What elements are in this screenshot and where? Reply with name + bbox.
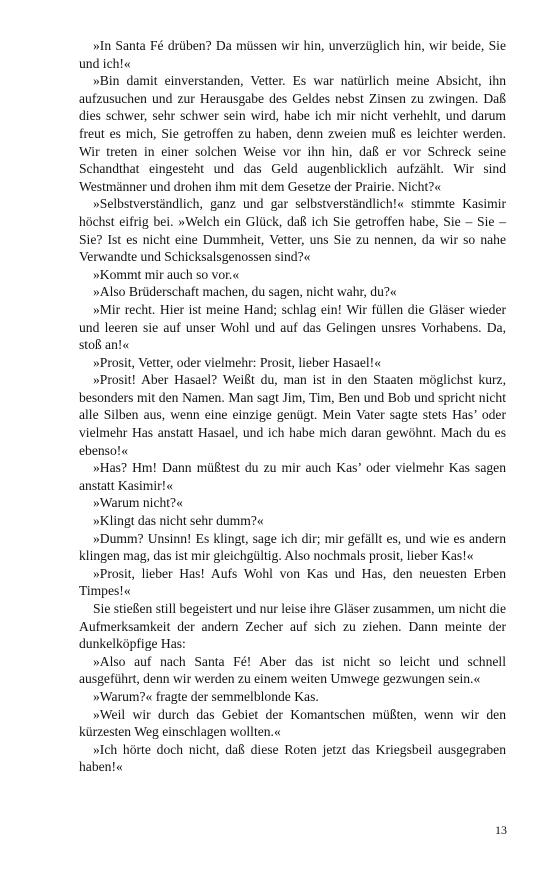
paragraph: »Also auf nach Santa Fé! Aber das ist nicht so leicht und schnell ausgeführt, denn wir werden zu einem weiten Umwege gezwungen sein.« <box>79 653 506 687</box>
paragraph: »Warum nicht?« <box>93 495 183 511</box>
paragraph: »Prosit, lieber Has! Aufs Wohl von Kas und Has, den neuesten Erben Timpes!« <box>79 565 506 599</box>
paragraph: »Prosit, Vetter, oder vielmehr: Prosit, lieber Hasael!« <box>93 354 382 370</box>
page-number: 13 <box>495 823 507 837</box>
paragraph: »In Santa Fé drüben? Da müssen wir hin, unverzüglich hin, wir beide, Sie und ich!« <box>79 38 506 71</box>
paragraph: »Kommt mir auch so vor.« <box>93 266 240 282</box>
paragraph: »Prosit! Aber Hasael? Weißt du, man ist in den Staaten möglichst kurz, besonders mit den Namen. Man sagt Jim, Tim, Ben und Bob und spricht nicht alle Silben aus, wenn eine einzige genügt. Mein Vater sagte stets Has’ oder vielmehr Has anstatt Hasael, und ich habe mich daran gewöhnt. Mach du es ebenso!« <box>79 372 506 458</box>
paragraph: »Ich hörte doch nicht, daß diese Roten jetzt das Kriegsbeil ausgegraben haben!« <box>79 741 506 775</box>
paragraph: »Also Brüderschaft machen, du sagen, nicht wahr, du?« <box>93 284 397 300</box>
paragraph: »Klingt das nicht sehr dumm?« <box>93 513 264 529</box>
paragraph: »Selbstverständlich, ganz und gar selbstverständlich!« stimmte Kasimir höchst eifrig bei. »Welch ein Glück, daß ich Sie getroffen habe, Sie – Sie – Sie? Ist es nicht eine Dummheit, Vetter, uns Sie zu nennen, da wir so nahe Verwandte und Schicksalsgenossen sind?« <box>79 196 506 265</box>
paragraph: »Weil wir durch das Gebiet der Komantschen müßten, wenn wir den kürzesten Weg einschlagen wollten.« <box>79 706 506 740</box>
paragraph: »Bin damit einverstanden, Vetter. Es war natürlich meine Absicht, ihn aufzusuchen und zur Herausgabe des Geldes nebst Zinsen zu zwingen. Daß dies schwer, sehr schwer sein wird, habe ich mir nicht verhehlt, und darum freut es mich, Sie getroffen zu haben, denn zweien muß es leichter werden. Wir treten in einer solchen Weise vor ihn hin, daß er vor Schreck seine Schandthat eingesteht und das Geld augenblicklich aufzählt. Wir sind Westmänner und drohen ihm mit dem Gesetze der Prairie. Nicht?« <box>79 73 506 194</box>
paragraph: »Has? Hm! Dann müßtest du zu mir auch Kas’ oder vielmehr Kas sagen anstatt Kasimir!« <box>79 460 506 493</box>
paragraph: Sie stießen still begeistert und nur leise ihre Gläser zusammen, um nicht die Aufmerksamkeit der andern Zecher auf sich zu ziehen. Dann meinte der dunkelköpfige Has: <box>79 601 506 652</box>
page-text <box>79 37 506 776</box>
paragraph: »Dumm? Unsinn! Es klingt, sage ich dir; mir gefällt es, und wie es andern klingen mag, das ist mir gleichgültig. Also nochmals prosit, lieber Kas!« <box>79 530 506 564</box>
paragraph: »Mir recht. Hier ist meine Hand; schlag ein! Wir füllen die Gläser wieder und leeren sie auf unser Wohl und auf das Gelingen unsres Vorhabens. Da, stoß an!« <box>79 301 506 353</box>
paragraph: »Warum?« fragte der semmelblonde Kas. <box>93 688 319 704</box>
